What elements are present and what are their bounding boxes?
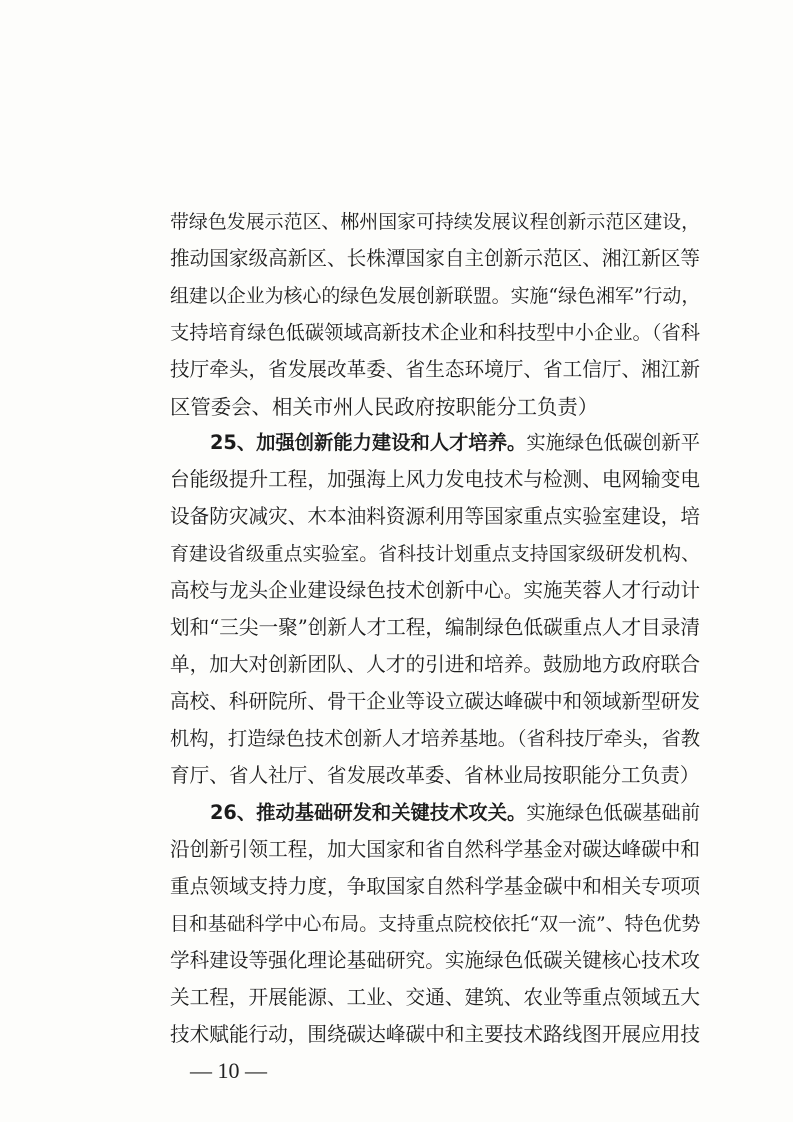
section-25-line	[210, 427, 700, 459]
text-line: 机构，打造绿色技术创新人才培养基地。（省科技厅牵头，省教	[170, 727, 700, 750]
text-line: 关工程，开展能源、工业、交通、建筑、农业等重点领域五大	[170, 986, 700, 1009]
text-line: 技术赋能行动，围绕碳达峰碳中和主要技术路线图开展应用技	[170, 1023, 700, 1046]
text-line: 目和基础科学中心布局。支持重点院校依托“双一流”、特色优势	[170, 913, 701, 935]
section-26-line	[210, 797, 700, 829]
text-span: 实施绿色低碳基础前	[526, 801, 700, 824]
text-line: 支持培育绿色低碳领域高新技术企业和科技型中小企业。（省科	[170, 321, 700, 344]
text-line: 区管委会、相关市州人民政府按职能分工负责）	[170, 395, 599, 419]
text-line: 重点领域支持力度，争取国家自然科学基金碳中和相关专项项	[170, 875, 700, 898]
section-heading: 25、加强创新能力建设和人才培养。	[210, 431, 527, 454]
section-heading: 26、推动基础研发和关键技术攻关。	[210, 801, 527, 824]
text-line: 育厅、省人社厅、省发展改革委、省林业局按职能分工负责）	[170, 764, 700, 787]
text-line: 沿创新引领工程，加大国家和省自然科学基金对碳达峰碳中和	[170, 838, 700, 861]
text-line: 设备防灾减灾、木本油料资源利用等国家重点实验室建设，培	[170, 505, 700, 528]
text-line: 推动国家级高新区、长株潭国家自主创新示范区、湘江新区等	[170, 247, 700, 270]
text-line: 育建设省级重点实验室。省科技计划重点支持国家级研发机构、	[170, 543, 700, 565]
text-line: 技厅牵头，省发展改革委、省生态环境厅、省工信厅、湘江新	[170, 358, 700, 381]
text-line: 高校、科研院所、骨干企业等设立碳达峰碳中和领域新型研发	[170, 690, 700, 713]
text-line: 划和“三尖一聚”创新人才工程，编制绿色低碳重点人才目录清	[170, 616, 700, 639]
text-line: 带绿色发展示范区、郴州国家可持续发展议程创新示范区建设，	[170, 211, 700, 233]
text-line: 单，加大对创新团队、人才的引进和培养。鼓励地方政府联合	[170, 653, 700, 676]
page-number: — 10 —	[190, 1058, 267, 1083]
text-line: 学科建设等强化理论基础研究。实施绿色低碳关键核心技术攻	[170, 949, 700, 972]
text-line: 组建以企业为核心的绿色发展创新联盟。实施“绿色湘军”行动，	[170, 285, 701, 307]
text-span: 实施绿色低碳创新平	[526, 431, 700, 454]
text-line: 台能级提升工程，加强海上风力发电技术与检测、电网输变电	[170, 468, 700, 491]
text-line: 高校与龙头企业建设绿色技术创新中心。实施芙蓉人才行动计	[170, 579, 700, 602]
